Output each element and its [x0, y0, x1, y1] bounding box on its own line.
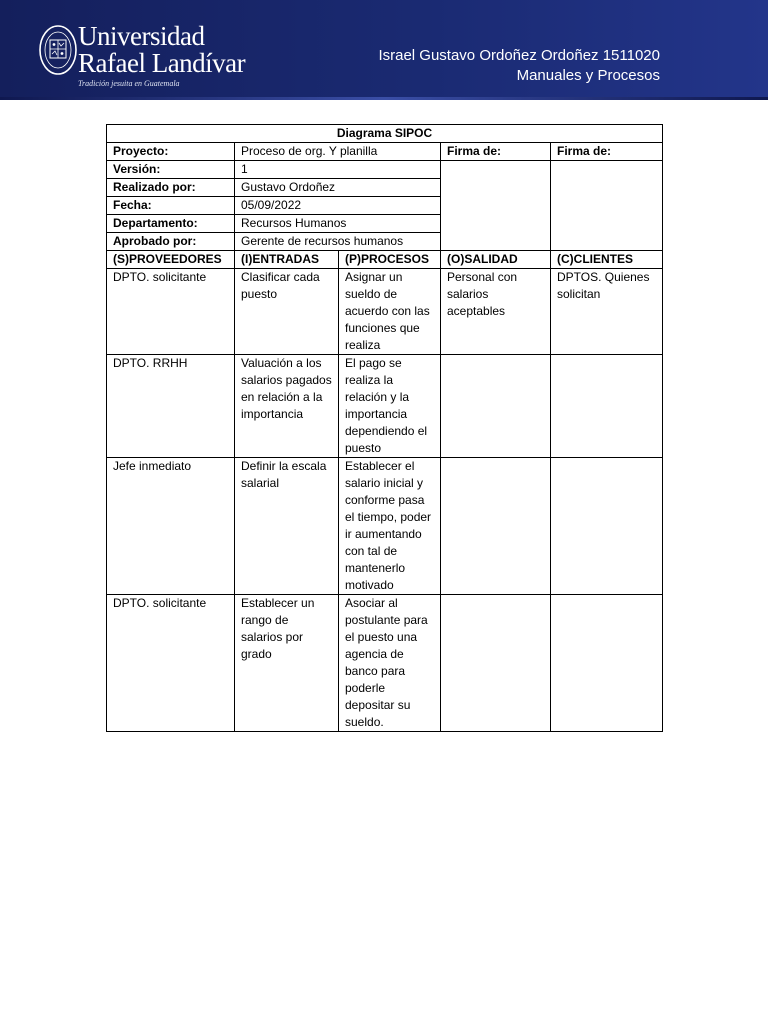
table-title: Diagrama SIPOC [107, 125, 663, 143]
meta-label: Realizado por: [107, 179, 235, 197]
meta-value: Proceso de org. Y planilla [235, 143, 441, 161]
table-title-row [107, 125, 663, 143]
cell-input: Definir la escala salarial [235, 458, 339, 595]
meta-value: Gerente de recursos humanos [235, 233, 441, 251]
author-line: Israel Gustavo Ordoñez Ordoñez 1511020 [378, 47, 660, 64]
logo-line-2: Rafael Landívar [78, 48, 246, 78]
cell-customer [551, 595, 663, 732]
cell-process: El pago se realiza la relación y la importancia dependiendo el puesto [339, 355, 441, 458]
cell-output [441, 595, 551, 732]
meta-row [107, 161, 663, 179]
table-row [107, 269, 663, 355]
cell-supplier: DPTO. solicitante [107, 269, 235, 355]
cell-process: Asociar al postulante para el puesto una agencia de banco para poderle depositar su sueldo. [339, 595, 441, 732]
column-header-suppliers: (S)PROVEEDORES [107, 251, 235, 269]
meta-label: Aprobado por: [107, 233, 235, 251]
cell-process: Establecer el salario inicial y conforme pasa el tiempo, poder ir aumentando con tal de mantenerlo motivado [339, 458, 441, 595]
table-row [107, 458, 663, 595]
logo-line-1: Universidad [78, 21, 205, 51]
university-logo [78, 22, 245, 89]
meta-label: Proyecto: [107, 143, 235, 161]
meta-value: Gustavo Ordoñez [235, 179, 441, 197]
meta-value: Recursos Humanos [235, 215, 441, 233]
header-banner [0, 0, 768, 100]
course-name: Manuales y Procesos [516, 67, 660, 84]
meta-value: 1 [235, 161, 441, 179]
sipoc-table [106, 124, 663, 732]
table-row [107, 595, 663, 732]
signature-label-2: Firma de: [551, 143, 663, 161]
column-header-inputs: (I)ENTRADAS [235, 251, 339, 269]
signature-label-1: Firma de: [441, 143, 551, 161]
cell-supplier: Jefe inmediato [107, 458, 235, 595]
meta-value: 05/09/2022 [235, 197, 441, 215]
signature-box-2 [551, 161, 663, 251]
meta-label: Versión: [107, 161, 235, 179]
cell-customer [551, 458, 663, 595]
signature-box-1 [441, 161, 551, 251]
table-row [107, 355, 663, 458]
column-header-processes: (P)PROCESOS [339, 251, 441, 269]
meta-label: Fecha: [107, 197, 235, 215]
cell-customer [551, 355, 663, 458]
meta-row [107, 143, 663, 161]
cell-input: Establecer un rango de salarios por grado [235, 595, 339, 732]
header-info [378, 46, 660, 86]
cell-process: Asignar un sueldo de acuerdo con las funciones que realiza [339, 269, 441, 355]
logo-tagline: Tradición jesuita en Guatemala [78, 79, 180, 88]
cell-output [441, 458, 551, 595]
cell-input: Valuación a los salarios pagados en relación a la importancia [235, 355, 339, 458]
column-header-outputs: (O)SALIDAD [441, 251, 551, 269]
university-seal-icon [38, 24, 78, 76]
column-header-customers: (C)CLIENTES [551, 251, 663, 269]
cell-supplier: DPTO. RRHH [107, 355, 235, 458]
column-header-row [107, 251, 663, 269]
cell-output [441, 355, 551, 458]
cell-output: Personal con salarios aceptables [441, 269, 551, 355]
cell-input: Clasificar cada puesto [235, 269, 339, 355]
meta-label: Departamento: [107, 215, 235, 233]
cell-customer: DPTOS. Quienes solicitan [551, 269, 663, 355]
cell-supplier: DPTO. solicitante [107, 595, 235, 732]
